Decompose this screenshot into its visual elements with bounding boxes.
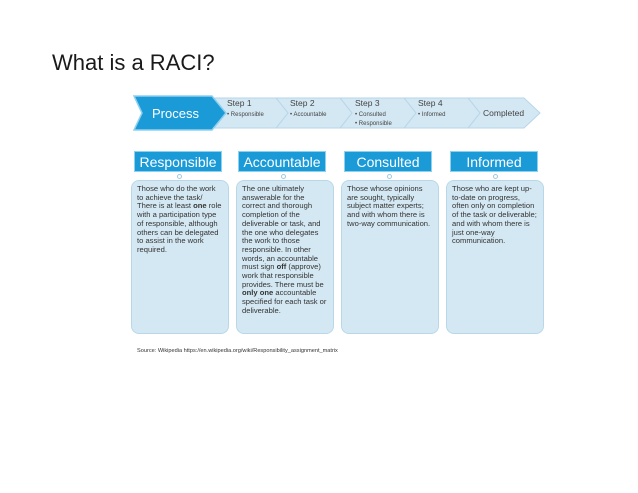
step-3 bbox=[355, 98, 392, 129]
step-3-bullet-2: • Responsible bbox=[355, 121, 392, 127]
process-label: Process bbox=[152, 106, 199, 121]
role-header-consulted: Consulted bbox=[344, 151, 432, 172]
role-desc-accountable: The one ultimately answerable for the correct and thorough completion of the deliverable or task, and the one who delegates the work to those responsible. In other words, an accountable must sign off (approve) work that responsible provides. There must be only one accountable specified for each task or deliverable. bbox=[242, 184, 327, 315]
slide-title: What is a RACI? bbox=[52, 50, 215, 75]
step-1-name: Step 1 bbox=[227, 98, 252, 108]
connector-dot bbox=[281, 174, 286, 179]
step-2-bullet-text: Accountable bbox=[293, 112, 327, 118]
step-1-bullet-text: Responsible bbox=[230, 112, 264, 118]
role-card-informed bbox=[446, 180, 544, 334]
source-note: Source: Wikipedia https://en.wikipedia.org/wiki/Responsibility_assignment_matrix bbox=[137, 348, 338, 354]
role-card-consulted bbox=[341, 180, 439, 334]
role-desc-informed: Those who are kept up-to-date on progress, often only on completion of the task or deliverable; and with whom there is just one-way communication. bbox=[452, 184, 537, 246]
role-card-responsible bbox=[131, 180, 229, 334]
step-1 bbox=[227, 98, 264, 120]
step-2-bullet: • Accountable bbox=[290, 112, 327, 118]
step-3-bullet-2-text: Responsible bbox=[358, 121, 392, 127]
connector-dot bbox=[493, 174, 498, 179]
step-2 bbox=[290, 98, 326, 120]
step-3-bullet-1-text: Consulted bbox=[358, 112, 386, 118]
role-header-informed: Informed bbox=[450, 151, 538, 172]
role-desc-consulted: Those whose opinions are sought, typically subject matter experts; and with whom there is two-way communication. bbox=[347, 184, 431, 228]
step-4-name: Step 4 bbox=[418, 98, 443, 108]
role-desc-responsible: Those who do the work to achieve the task/ There is at least one role with a participation type of responsible, although others can be delegated to assist in the work required. bbox=[137, 184, 222, 254]
step-4 bbox=[418, 98, 445, 120]
step-3-name: Step 3 bbox=[355, 98, 380, 108]
step-4-bullet-text: Informed bbox=[421, 112, 446, 118]
connector-dot bbox=[177, 174, 182, 179]
step-3-bullet-1: • Consulted bbox=[355, 112, 386, 118]
step-2-name: Step 2 bbox=[290, 98, 315, 108]
completed-label: Completed bbox=[483, 108, 525, 118]
connector-dot bbox=[387, 174, 392, 179]
step-1-bullet: • Responsible bbox=[227, 112, 264, 118]
step-4-bullet: • Informed bbox=[418, 112, 446, 118]
role-card-accountable bbox=[236, 180, 334, 334]
role-header-accountable: Accountable bbox=[238, 151, 326, 172]
role-header-responsible: Responsible bbox=[134, 151, 222, 172]
